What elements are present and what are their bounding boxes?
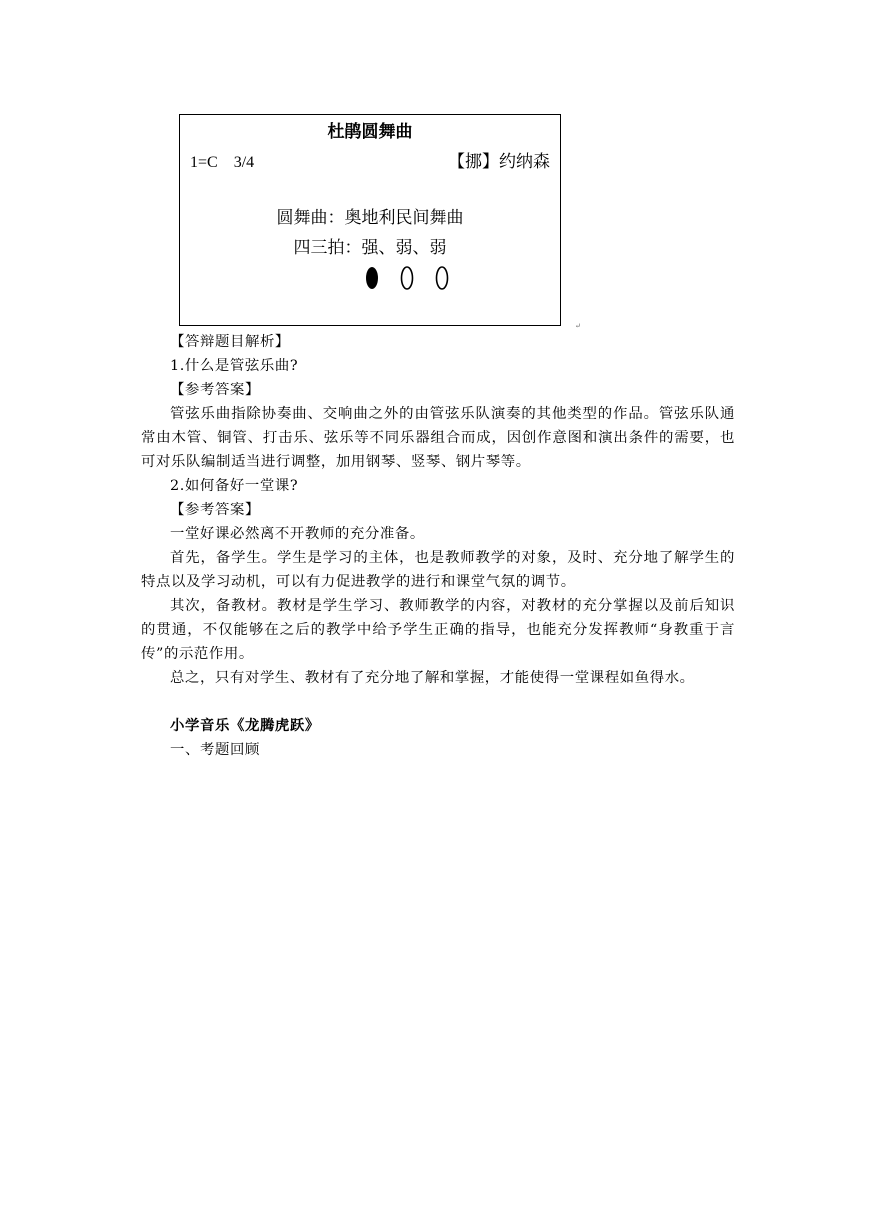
question-2: [141, 474, 735, 498]
weak-beat-icon: [402, 267, 413, 289]
song-title: 杜鹃圆舞曲: [327, 122, 413, 142]
answer-paragraph: 管弦乐曲指除协奏曲、交响曲之外的由管弦乐队演奏的其他类型的作品。管弦乐队通常由木管、铜管、打击乐、弦乐等不同乐器组合而成，因创作意图和演出条件的需要，也可对乐队编制适当进行调整，加用钢琴、竖琴、钢片琴等。: [141, 406, 735, 470]
paragraph-mark: ↵: [575, 322, 581, 330]
lesson-heading: 小学音乐《龙腾虎跃》: [170, 717, 320, 734]
answer-1: [141, 402, 735, 474]
section-heading: 【答辩题目解析】: [170, 334, 290, 350]
answer-label-2: [141, 498, 735, 522]
review-heading: [141, 738, 735, 762]
genre-line: 圆舞曲：奥地利民间舞曲: [276, 208, 464, 228]
answer-2-second: [141, 594, 735, 666]
composer: 【挪】约纳森: [448, 152, 550, 172]
lesson-title: [141, 714, 735, 738]
answer-label-1: [141, 378, 735, 402]
key-meter: 1=C 3/4: [190, 154, 255, 171]
question-1: [141, 354, 735, 378]
strong-beat-icon: [366, 267, 378, 289]
answer-label: 【参考答案】: [170, 502, 260, 518]
answer-paragraph: 一堂好课必然离不开教师的充分准备。: [170, 526, 425, 542]
weak-beat-icon: [437, 267, 448, 289]
answer-label: 【参考答案】: [170, 382, 260, 398]
answer-2-conclusion: [141, 666, 735, 690]
answer-paragraph: 首先，备学生。学生是学习的主体，也是教师教学的对象，及时、充分地了解学生的特点以及学习动机，可以有力促进教学的进行和课堂气氛的调节。: [141, 550, 735, 590]
analysis-heading: [141, 330, 735, 354]
answer-paragraph: 其次，备教材。教材是学生学习、教师教学的内容，对教材的充分掌握以及前后知识的贯通，不仅能够在之后的教学中给予学生正确的指导，也能充分发挥教师“身教重于言传”的示范作用。: [141, 598, 735, 662]
answer-paragraph: 总之，只有对学生、教材有了充分地了解和掌握，才能使得一堂课程如鱼得水。: [170, 670, 695, 686]
meter-line: 四三拍：强、弱、弱: [293, 238, 447, 258]
beat-diagram: [366, 264, 456, 292]
answer-2-first: [141, 546, 735, 594]
score-box: [179, 114, 561, 326]
answer-2-intro: [141, 522, 735, 546]
subsection-heading: 一、考题回顾: [170, 742, 260, 758]
question-text: 1.什么是管弦乐曲?: [170, 358, 299, 374]
question-text: 2.如何备好一堂课?: [170, 478, 299, 494]
